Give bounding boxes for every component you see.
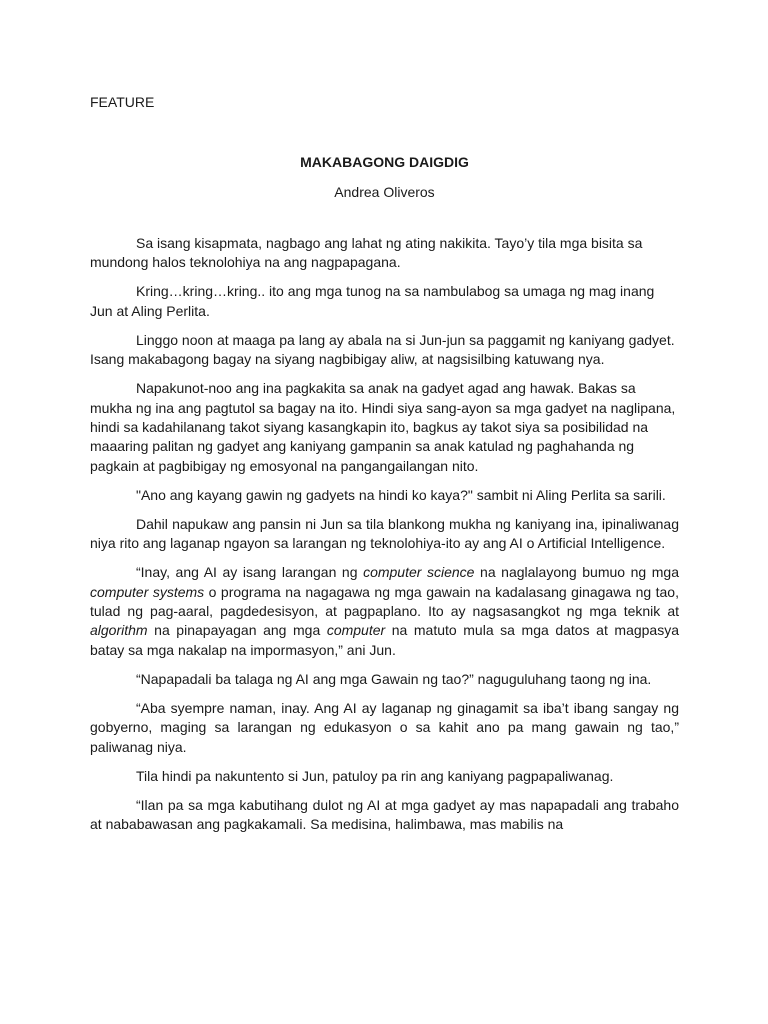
paragraph-mixed xyxy=(90,563,679,660)
paragraph: Dahil napukaw ang pansin ni Jun sa tila blankong mukha ng kaniyang ina, ipinaliwanag niya rito ang laganap ngayon sa larangan ng teknolohiya-ito ay ang AI o Artificial Intelligence. xyxy=(90,515,679,552)
paragraph: Tila hindi pa nakuntento si Jun, patuloy pa rin ang kaniyang pagpapaliwanag. xyxy=(136,767,614,784)
italic-term: algorithm xyxy=(90,622,148,639)
paragraph: "Ano ang kayang gawin ng gadyets na hindi ko kaya?" sambit ni Aling Perlita sa sarili. xyxy=(136,486,666,503)
paragraph: “Aba syempre naman, inay. Ang AI ay laganap ng ginagamit sa iba’t ibang sangay ng gobyerno, maging sa larangan ng edukasyon o sa kahit ano pa mang gawain ng tao,” paliwanag niya. xyxy=(90,699,679,755)
paragraph: “Napapadali ba talaga ng AI ang mga Gawain ng tao?” naguguluhang taong ng ina. xyxy=(136,670,652,687)
section-label: FEATURE xyxy=(90,94,155,110)
text-run: na matuto mula sa mga datos at magpasya batay sa mga nakalap na impormasyon,” ani Jun. xyxy=(90,622,679,658)
text-run: na pinapayagan ang mga xyxy=(147,622,327,639)
paragraph: Napakunot-noo ang ina pagkakita sa anak na gadyet agad ang hawak. Bakas sa mukha ng ina ang pagtutol sa bagay na ito. Hindi siya sang-ayon sa mga gadyet na naglipana, hindi sa kadahilanang takot siyang kasangkapin ito, bagkus ay takot siya sa posibilidad na maaaring palitan ng gadyet ang kaniyang gampanin sa anak katulad ng paghahanda ng pagkain at pagbibigay ng emosyonal na pangangailangan nito. xyxy=(90,380,676,474)
italic-term: computer xyxy=(326,622,386,639)
italic-term: computer science xyxy=(363,564,475,581)
italic-term: computer systems xyxy=(90,583,205,600)
text-run: na naglalayong bumuo ng mga xyxy=(474,564,679,581)
paragraph: Sa isang kisapmata, nagbago ang lahat ng ating nakikita. Tayo’y tila mga bisita sa mundong halos teknolohiya na ang nagpapagana. xyxy=(90,235,643,271)
author-name: Andrea Oliveros xyxy=(334,184,435,200)
text-run: “Inay, ang AI ay isang larangan ng xyxy=(136,564,364,581)
paragraph: Kring…kring…kring.. ito ang mga tunog na sa nambulabog sa umaga ng mag inang Jun at Aling Perlita. xyxy=(90,283,655,319)
paragraph: “Ilan pa sa mga kabutihang dulot ng AI at mga gadyet ay mas napapadali ang trabaho at nababawasan ang pagkakamali. Sa medisina, halimbawa, mas mabilis na xyxy=(90,796,679,833)
paragraph: Linggo noon at maaga pa lang ay abala na si Jun-jun sa paggamit ng kaniyang gadyet. Isang makabagong bagay na siyang nagbibigay aliw, at nagsisilbing katuwang nya. xyxy=(90,331,675,368)
text-run: o programa na nagagawa ng mga gawain na kadalasang ginagawa ng tao, tulad ng pag-aaral, pagdedesisyon, at pagpaplano. Ito ay nagsasangkot ng mga teknik at xyxy=(90,583,679,620)
article-title: MAKABAGONG DAIGDIG xyxy=(300,154,469,170)
